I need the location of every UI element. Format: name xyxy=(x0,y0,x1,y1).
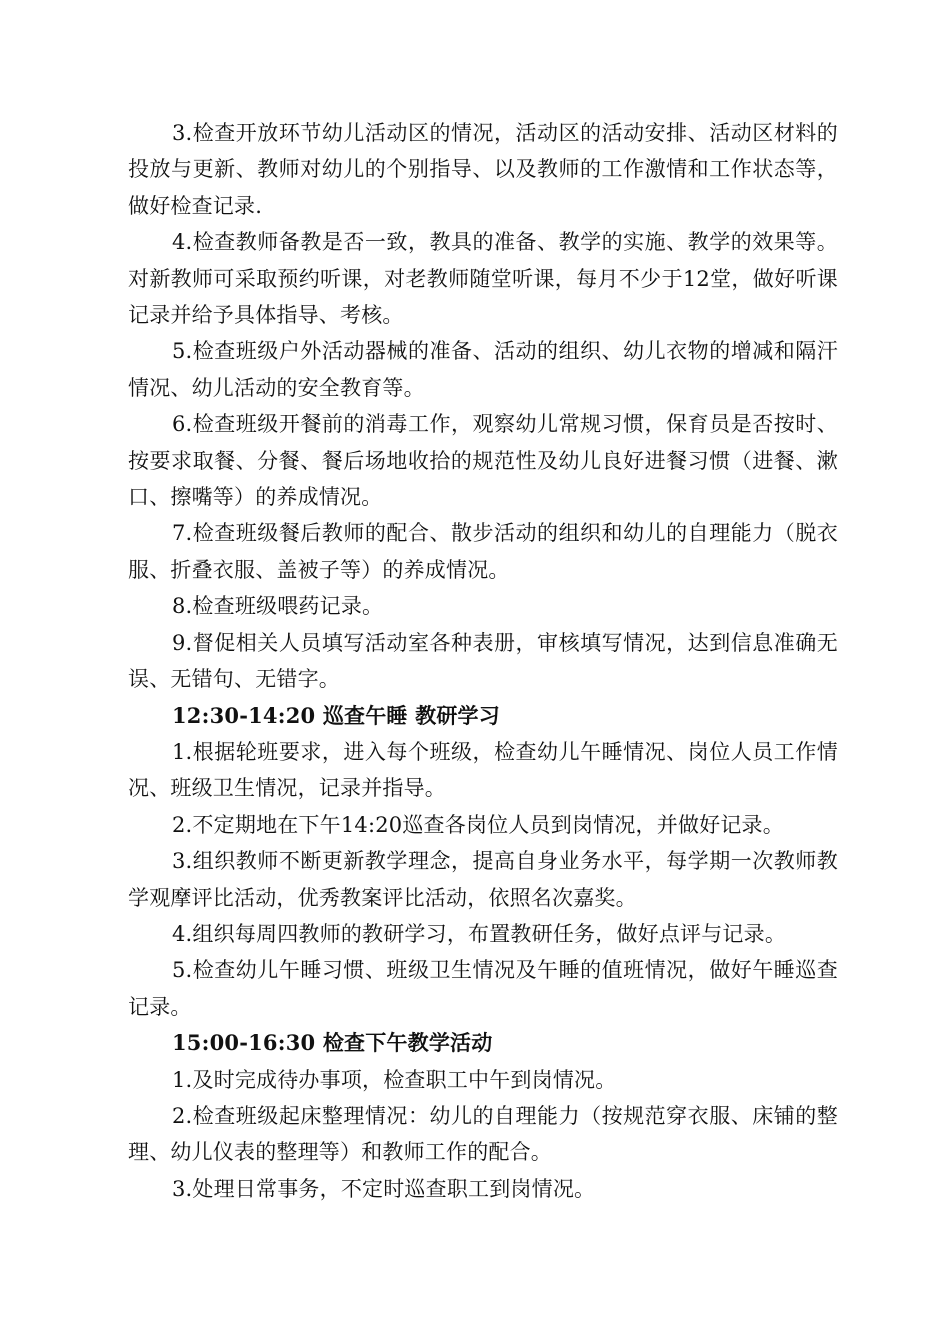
afternoon-item-2: 2.检查班级起床整理情况：幼儿的自理能力（按规范穿衣服、床铺的整理、幼儿仪表的整理等）和教师工作的配合。 xyxy=(128,1103,838,1165)
nap-item-2: 2.不定期地在下午14:20巡查各岗位人员到岗情况，并做好记录。 xyxy=(172,812,784,837)
paragraph-item-3: 3.检查开放环节幼儿活动区的情况，活动区的活动安排、活动区材料的投放与更新、教师对幼儿的个别指导、以及教师的工作激情和工作状态等，做好检查记录. xyxy=(128,121,838,218)
paragraph-item-7: 7.检查班级餐后教师的配合、散步活动的组织和幼儿的自理能力（脱衣服、折叠衣服、盖被子等）的养成情况。 xyxy=(128,521,838,582)
section-heading-afternoon-teaching: 15:00-16:30 检查下午教学活动 xyxy=(172,1030,493,1056)
afternoon-item-3: 3.处理日常事务，不定时巡查职工到岗情况。 xyxy=(172,1176,596,1201)
nap-item-1: 1.根据轮班要求，进入每个班级，检查幼儿午睡情况、岗位人员工作情况、班级卫生情况，记录并指导。 xyxy=(128,739,838,801)
section-heading-nap-inspection: 12:30-14:20 巡查午睡 教研学习 xyxy=(172,702,500,728)
paragraph-item-4: 4.检查教师备教是否一致，教具的准备、教学的实施、教学的效果等。对新教师可采取预约听课，对老教师随堂听课，每月不少于12堂，做好听课记录并给予具体指导、考核。 xyxy=(128,230,838,328)
paragraph-item-5: 5.检查班级户外活动器械的准备、活动的组织、幼儿衣物的增减和隔汗情况、幼儿活动的安全教育等。 xyxy=(128,339,838,400)
nap-item-5: 5.检查幼儿午睡习惯、班级卫生情况及午睡的值班情况，做好午睡巡查记录。 xyxy=(128,958,838,1019)
afternoon-item-1: 1.及时完成待办事项，检查职工中午到岗情况。 xyxy=(172,1067,617,1092)
paragraph-item-8: 8.检查班级喂药记录。 xyxy=(172,594,384,619)
paragraph-item-9: 9.督促相关人员填写活动室各种表册，审核填写情况，达到信息准确无误、无错句、无错字。 xyxy=(128,630,838,692)
paragraph-item-6: 6.检查班级开餐前的消毒工作，观察幼儿常规习惯，保育员是否按时、按要求取餐、分餐、餐后场地收拾的规范性及幼儿良好进餐习惯（进餐、漱口、擦嘴等）的养成情况。 xyxy=(128,412,838,510)
nap-item-3: 3.组织教师不断更新教学理念，提高自身业务水平，每学期一次教师教学观摩评比活动，优秀教案评比活动，依照名次嘉奖。 xyxy=(128,849,838,910)
nap-item-4: 4.组织每周四教师的教研学习，布置教研任务，做好点评与记录。 xyxy=(172,921,787,946)
